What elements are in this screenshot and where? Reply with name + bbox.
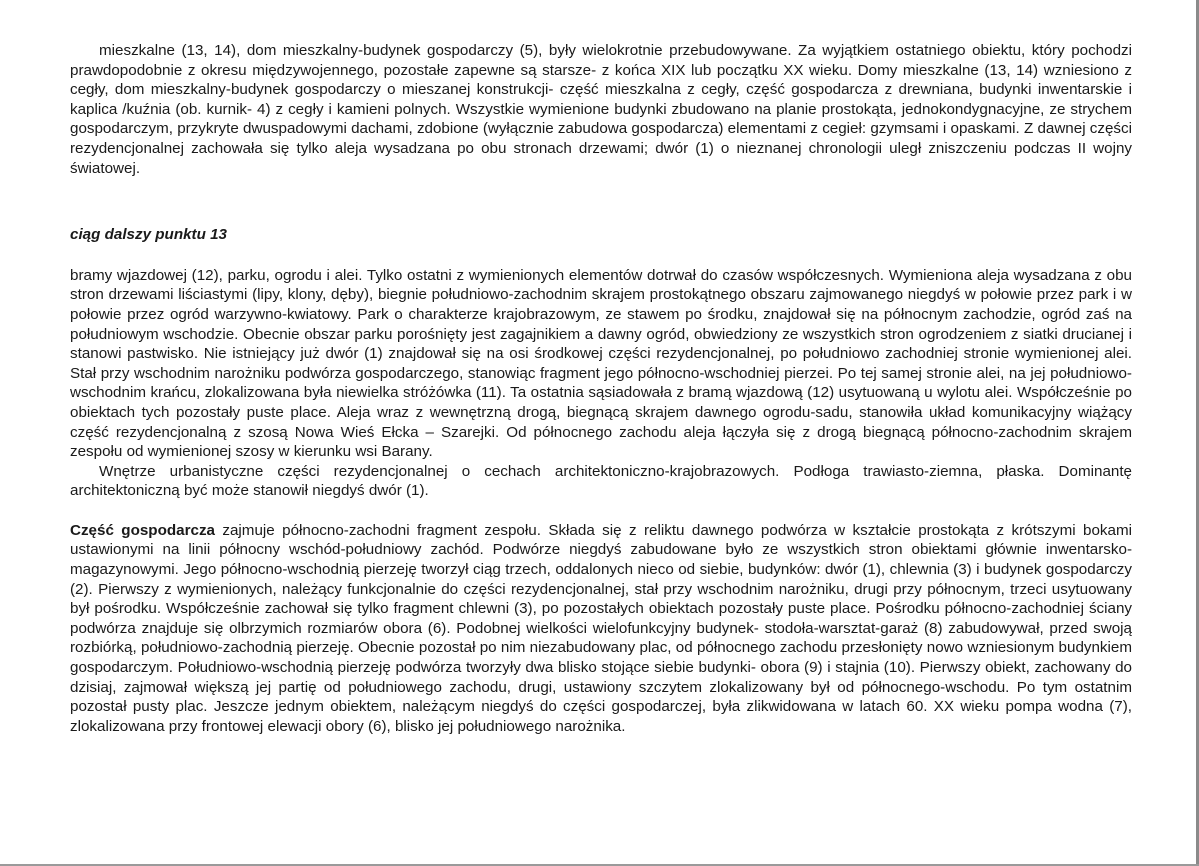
paragraph-residential-part: bramy wjazdowej (12), parku, ogrodu i alei. Tylko ostatni z wymienionych elementów dotrwał do czasów współczesnych. Wymieniona aleja wysadzana z obu stron drzewami liściastymi (lipy, klony, dęby), biegnie południowo-zachodnim skrajem prostokątnego obszaru zajmowanego niegdyś w połowie przez park i w połowie przez ogród warzywno-kwiatowy. Park o charakterze krajobrazowym, ze stawem po środku, znajdował się na północnym zachodzie, ogród zaś na południowym wschodzie. Obecnie obszar parku porośnięty jest zagajnikiem a dawny ogród, obwiedziony ze wszystkich stron ogrodzeniem z siatki drucianej i stanowi pastwisko. Nie istniejący już dwór (1) znajdował się na osi środkowej części rezydencjonalnej, po południowo zachodniej stronie wymienionej alei. Stał przy wschodnim narożniku podwórza gospodarczego, stanowiąc fragment jego północno-wschodniej pierzei. Po tej samej stronie alei, na jej południowo-wschodnim krańcu, zlokalizowana była niewielka stróżówka (11). Ta ostatnia sąsiadowała z bramą wjazdową (12) usytuowaną u wylotu alei. Współcześnie po obiektach tych pozostały puste place. Aleja wraz z wewnętrzną drogą, biegnącą skrajem dawnego ogrodu-sadu, stanowiła układ komunikacyjny wiążący część rezydencjonalną z szosą Nowa Wieś Ełcka – Szarejki. Od północnego zachodu aleja łączyła się z drogą biegnącą północno-zachodnim skrajem zespołu od wymienionej szosy w kierunku wsi Barany. — [70, 266, 1132, 461]
paragraph-urban-interior: Wnętrze urbanistyczne części rezydencjonalnej o cechach architektoniczno-krajobrazowych. Podłoga trawiasto-ziemna, płaska. Dominantę architektoniczną być może stanowił niegdyś dwór (1). — [70, 462, 1132, 500]
paragraph-farm-part-text: zajmuje północno-zachodni fragment zespołu. Składa się z reliktu dawnego podwórza w kształcie prostokąta z krótszymi bokami ustawionymi na linii północny wschód-południowy zachód. Podwórze niegdyś zabudowane było ze wszystkich stron obiektami głównie inwentarsko-magazynowymi. Jego północno-wschodnią pierzeję tworzył ciąg trzech, oddalonych nieco od siebie, budynków: dwór (1), chlewnia (3) i budynek gospodarczy (2). Pierwszy z wymienionych, należący funkcjonalnie do części rezydencjonalnej, stał przy wschodnim narożniku, drugi przy północnym, trzeci usytuowany był pośrodku. Współcześnie zachował się tylko fragment chlewni (3), po pozostałych obiektach pozostały puste place. Pośrodku północno-zachodniej ściany podwórza znajduje się olbrzymich rozmiarów obora (6). Podobnej wielkości wielofunkcyjny budynek- stodoła-warsztat-garaż (8) zabudowywał, przed swoją rozbiórką, południowo-zachodnią pierzeję. Obecnie pozostał po nim niezabudowany plac, od północnego zachodu przesłonięty nowo wzniesionym budynkiem gospodarczym. Południowo-wschodnią pierzeję podwórza tworzyły dwa blisko stojące siebie budynki- obora (9) i stajnia (10). Pierwszy obiekt, zachowany do dzisiaj, zajmował większą jej partię od południowego zachodu, drugi, ustawiony szczytem zlokalizowany był od północnego-wschodu. Po tym ostatnim pozostał pusty plac. Jeszcze jednym obiektem, należącym niegdyś do części gospodarczej, była zlikwidowana w latach 60. XX wieku pompa wodna (7), zlokalizowana przy frontowej elewacji obory (6), blisko jej południowego narożnika. — [70, 521, 1132, 735]
paragraph-farm-part — [70, 521, 1132, 737]
paragraph-farm-part-lead: Część gospodarcza — [70, 521, 215, 539]
section-heading-continuation: ciąg dalszy punktu 13 — [70, 226, 227, 244]
document-body — [70, 41, 1132, 736]
paragraph-buildings-description: mieszkalne (13, 14), dom mieszkalny-budynek gospodarczy (5), były wielokrotnie przebudowywane. Za wyjątkiem ostatniego obiektu, który pochodzi prawdopodobnie z okresu międzywojennego, pozostałe zapewne są starsze- z końca XIX lub początku XX wieku. Domy mieszkalne (13, 14) wzniesiono z cegły, dom mieszkalny-budynek gospodarczy o mieszanej konstrukcji- część mieszkalna z cegły, część gospodarcza z drewniana, budynki inwentarskie i kaplica /kuźnia (ob. kurnik- 4) z cegły i kamieni polnych. Wszystkie wymienione budynki zbudowano na planie prostokąta, jednokondygnacyjne, ze strychem gospodarczym, przykryte dwuspadowymi dachami, zdobione (wyłącznie zabudowa gospodarcza) elementami z cegieł: gzymsami i opaskami. Z dawnej części rezydencjonalnej zachowała się tylko aleja wysadzana po obu stronach drzewami; dwór (1) o nieznanej chronologii uległ zniszczeniu podczas II wojny światowej. — [70, 42, 1132, 177]
